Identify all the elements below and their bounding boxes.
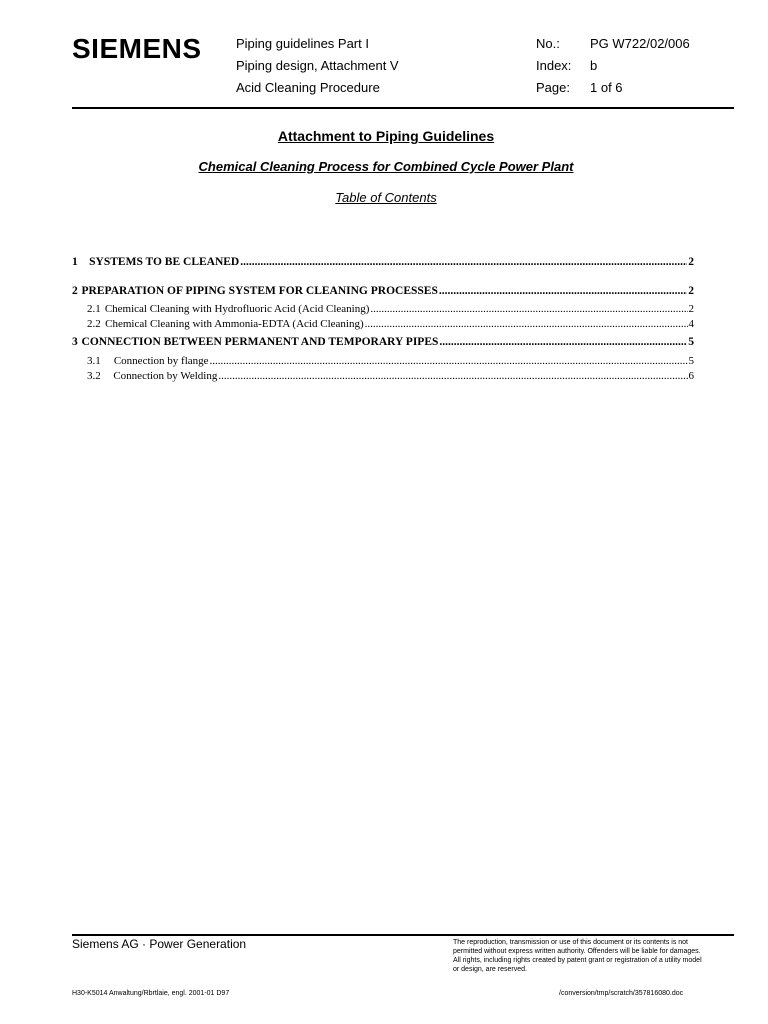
- toc-number: 2.1: [87, 303, 101, 315]
- toc-title: Chemical Cleaning with Hydrofluoric Acid (Acid Cleaning): [104, 303, 370, 315]
- toc-entry[interactable]: [72, 336, 694, 352]
- toc-leader: [218, 370, 687, 382]
- toc-number: 1: [72, 256, 78, 268]
- footer-divider: [72, 934, 734, 936]
- index-label: Index:: [536, 58, 572, 73]
- toc-page-number: 2: [688, 256, 694, 268]
- toc-title: Connection by flange: [113, 355, 209, 367]
- page-value: 1 of 6: [590, 80, 623, 95]
- footer-legal-notice: The reproduction, transmission or use of this document or its contents is not permitted without express written authority. Offenders will be liable for damages. All rights, including rights created by patent grant or registration of a utility model or design, are reserved.: [453, 939, 702, 973]
- footer-form-code: H30-K5014 Anwaltung/Rbrtlaie, engl. 2001-01 D97: [72, 990, 230, 997]
- toc-title: Connection by Welding: [113, 370, 218, 382]
- toc-page-number: 2: [688, 285, 694, 297]
- toc-leader: [365, 318, 688, 330]
- header-divider: [72, 107, 734, 109]
- toc-leader: [210, 355, 688, 367]
- footer-company: Siemens AG · Power Generation: [72, 937, 247, 951]
- doc-meta-values: [590, 33, 690, 99]
- doc-meta-labels: [536, 33, 571, 99]
- toc-page-number: 5: [688, 355, 694, 367]
- toc-number: 2: [72, 285, 78, 297]
- toc-number: 3.1: [87, 355, 101, 367]
- page-label: Page:: [536, 80, 570, 95]
- toc-leader: [240, 256, 687, 268]
- doc-title-line-3: Acid Cleaning Procedure: [236, 80, 380, 95]
- toc-heading: Table of Contents: [335, 190, 437, 205]
- toc-page-number: 6: [688, 370, 694, 382]
- toc-subentry[interactable]: [72, 303, 694, 318]
- toc-entry[interactable]: [72, 285, 694, 301]
- toc-leader: [439, 336, 687, 348]
- toc-entry[interactable]: [72, 256, 694, 272]
- toc-title: PREPARATION OF PIPING SYSTEM FOR CLEANING PROCESSES: [81, 285, 438, 297]
- toc-subentry[interactable]: [72, 370, 694, 385]
- toc-title: CONNECTION BETWEEN PERMANENT AND TEMPORARY PIPES: [81, 336, 439, 348]
- toc-page-number: 4: [688, 318, 694, 330]
- table-of-contents: [72, 256, 694, 385]
- index-value: b: [590, 58, 598, 73]
- toc-leader: [370, 303, 687, 315]
- doc-title-line-1: Piping guidelines Part I: [236, 36, 369, 51]
- page-title: Attachment to Piping Guidelines: [277, 128, 495, 144]
- toc-page-number: 5: [688, 336, 694, 348]
- document-title-block: [236, 33, 399, 99]
- toc-number: 3: [72, 336, 78, 348]
- toc-title: Chemical Cleaning with Ammonia-EDTA (Acid Cleaning): [105, 318, 364, 330]
- footer-file-path: /conversion/tmp/scratch/357816080.doc: [559, 990, 684, 997]
- toc-subentry[interactable]: [72, 318, 694, 333]
- number-label: No.:: [536, 36, 560, 51]
- toc-subentry[interactable]: [72, 355, 694, 370]
- toc-page-number: 2: [688, 303, 694, 315]
- page-subtitle: Chemical Cleaning Process for Combined Cycle Power Plant: [198, 159, 574, 174]
- toc-title: SYSTEMS TO BE CLEANED: [89, 256, 240, 268]
- toc-number: 2.2: [87, 318, 101, 330]
- doc-title-line-2: Piping design, Attachment V: [236, 58, 399, 73]
- toc-number: 3.2: [87, 370, 101, 382]
- number-value: PG W722/02/006: [590, 36, 690, 51]
- siemens-logo: SIEMENS: [72, 33, 202, 64]
- toc-leader: [439, 285, 687, 297]
